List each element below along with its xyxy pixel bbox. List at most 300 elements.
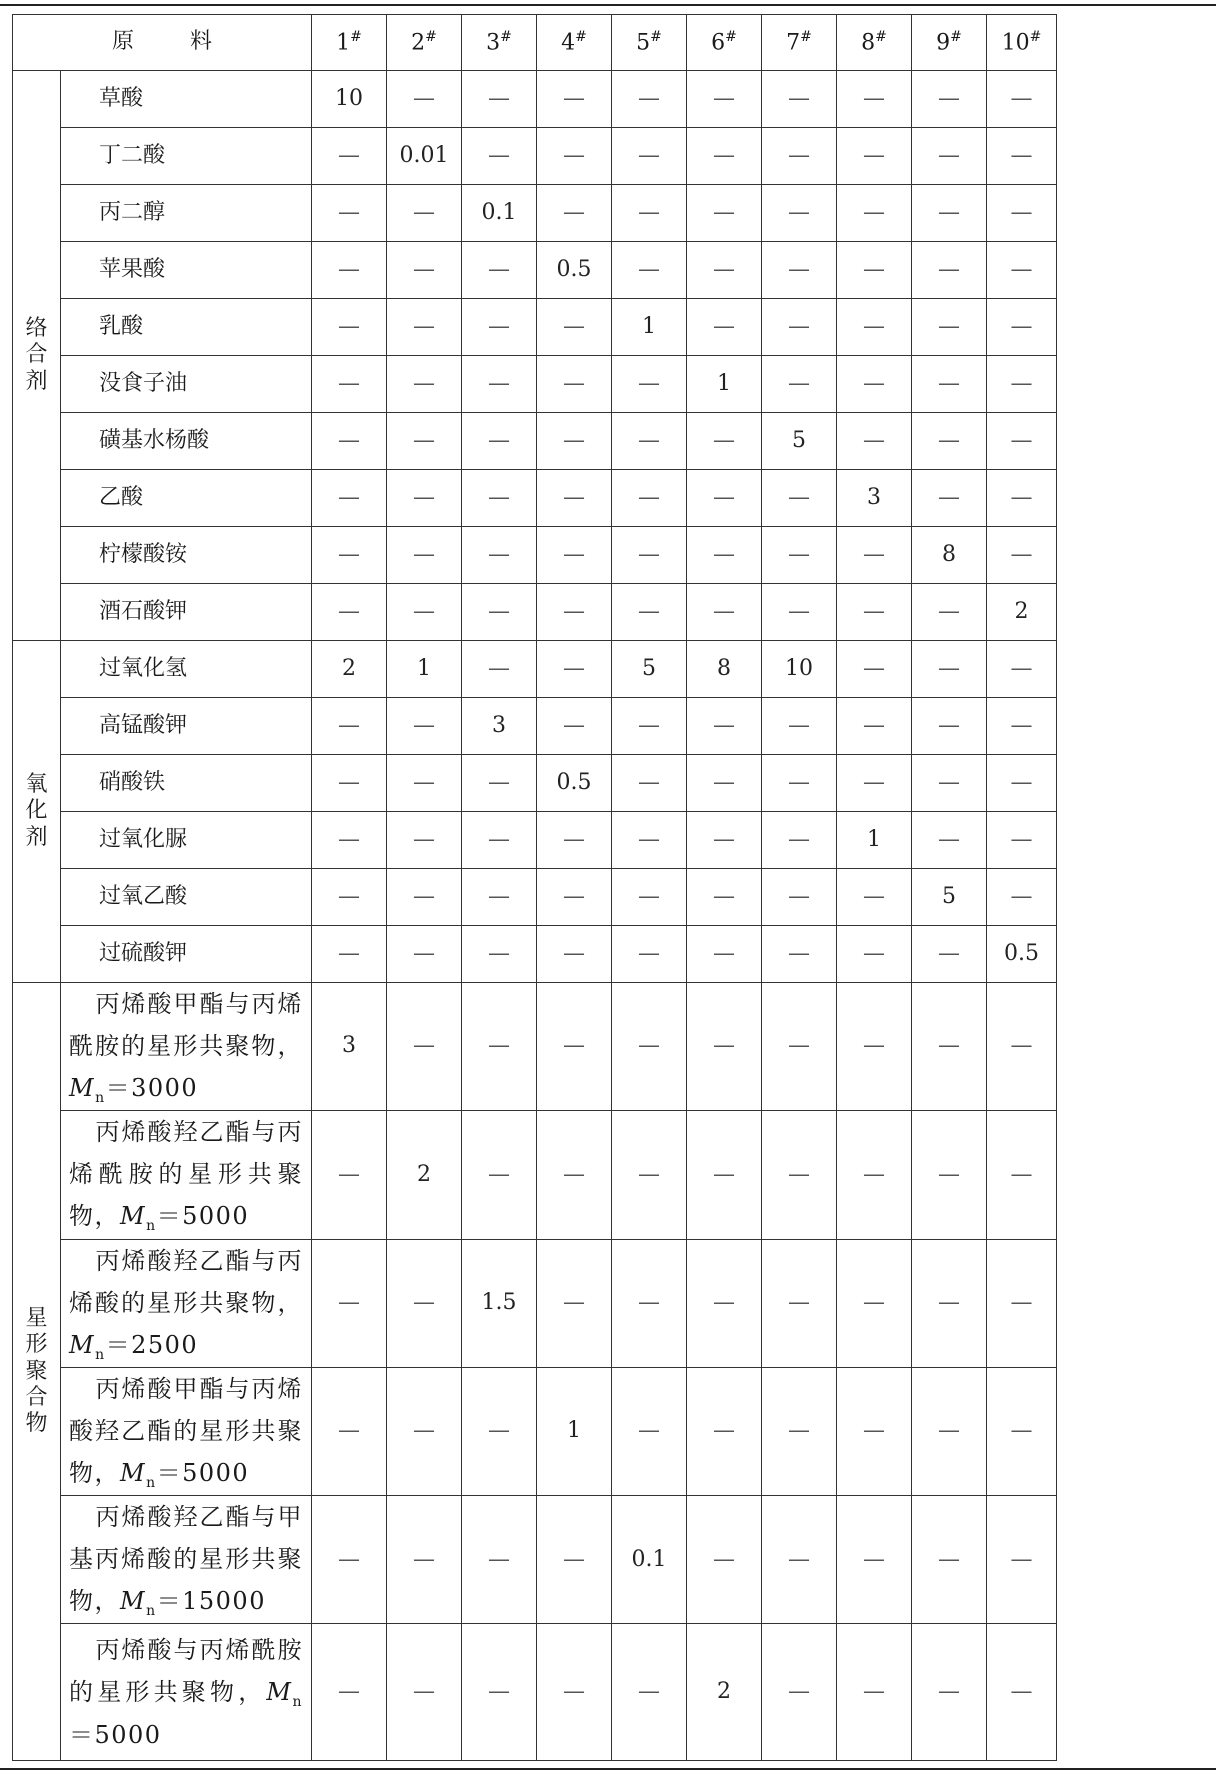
value-cell: — — [987, 413, 1057, 470]
value-cell: — — [762, 185, 837, 242]
header-col-5: 5# — [612, 15, 687, 71]
header-col-8: 8# — [837, 15, 912, 71]
value-cell: — — [687, 698, 762, 755]
value-cell: — — [762, 1367, 837, 1495]
value-cell: — — [687, 1111, 762, 1239]
value-cell: — — [312, 812, 387, 869]
mn-label: $M_n=$ — [120, 1587, 183, 1619]
table-row — [13, 755, 1057, 812]
material-name: 过氧化氢 — [61, 641, 312, 698]
value-cell: — — [912, 812, 987, 869]
value-cell: — — [537, 299, 612, 356]
value-cell: — — [912, 698, 987, 755]
value-cell: — — [387, 584, 462, 641]
table-row — [13, 527, 1057, 584]
value-cell: — — [837, 71, 912, 128]
value-cell: — — [387, 926, 462, 983]
value-cell: — — [987, 71, 1057, 128]
table-row — [13, 641, 1057, 698]
value-cell: 0.5 — [537, 242, 612, 299]
value-cell: — — [312, 1111, 387, 1239]
header-col-3: 3# — [462, 15, 537, 71]
value-cell: 2 — [387, 1111, 462, 1239]
material-name-text: 丙烯酸羟乙酯与丙烯酸的星形共聚物， — [69, 1246, 303, 1317]
value-cell: — — [837, 983, 912, 1111]
material-name — [61, 1624, 312, 1761]
value-cell: — — [987, 1624, 1057, 1761]
value-cell: — — [762, 1496, 837, 1624]
value-cell: — — [912, 755, 987, 812]
value-cell: — — [687, 470, 762, 527]
value-cell: — — [912, 1239, 987, 1367]
value-cell: — — [837, 128, 912, 185]
material-name: 酒石酸钾 — [61, 584, 312, 641]
table-row — [13, 185, 1057, 242]
value-cell: — — [762, 356, 837, 413]
value-cell: — — [312, 527, 387, 584]
value-cell: — — [987, 812, 1057, 869]
value-cell: — — [912, 926, 987, 983]
table-row — [13, 413, 1057, 470]
material-name-text: 丙烯酸甲酯与丙烯酰胺的星形共聚物， — [69, 990, 303, 1060]
value-cell: — — [462, 584, 537, 641]
value-cell: — — [762, 983, 837, 1111]
value-cell: — — [312, 1367, 387, 1495]
value-cell: — — [462, 356, 537, 413]
value-cell: — — [462, 242, 537, 299]
value-cell: — — [387, 1496, 462, 1624]
value-cell: — — [837, 1111, 912, 1239]
value-cell: 5 — [912, 869, 987, 926]
material-name: 没食子油 — [61, 356, 312, 413]
value-cell: — — [612, 698, 687, 755]
value-cell: — — [912, 356, 987, 413]
value-cell: 1.5 — [462, 1239, 537, 1367]
value-cell: — — [912, 413, 987, 470]
value-cell: — — [387, 470, 462, 527]
value-cell: 1 — [837, 812, 912, 869]
value-cell: — — [612, 869, 687, 926]
value-cell: — — [387, 413, 462, 470]
group-label-text: 络合剂 — [25, 315, 48, 394]
value-cell: — — [837, 755, 912, 812]
material-name: 苹果酸 — [61, 242, 312, 299]
value-cell: — — [612, 926, 687, 983]
value-cell: — — [762, 584, 837, 641]
value-cell: 8 — [912, 527, 987, 584]
mn-value: 2500 — [131, 1330, 199, 1359]
value-cell: — — [312, 1239, 387, 1367]
value-cell: 1 — [687, 356, 762, 413]
table-row — [13, 1624, 1057, 1761]
value-cell: — — [537, 1239, 612, 1367]
value-cell: — — [762, 470, 837, 527]
value-cell: — — [537, 356, 612, 413]
table-row — [13, 1239, 1057, 1367]
value-cell: — — [387, 185, 462, 242]
mn-value: 5000 — [182, 1458, 250, 1487]
header-row — [13, 15, 1057, 71]
value-cell: — — [537, 869, 612, 926]
value-cell: — — [312, 128, 387, 185]
value-cell: — — [912, 299, 987, 356]
table-row — [13, 584, 1057, 641]
material-name-text: 丙烯酸羟乙酯与丙烯酰胺的星形共聚物， — [69, 1118, 303, 1231]
value-cell: — — [762, 242, 837, 299]
value-cell: — — [462, 470, 537, 527]
value-cell: — — [312, 185, 387, 242]
value-cell: — — [837, 698, 912, 755]
material-name — [61, 1367, 312, 1495]
value-cell: — — [462, 983, 537, 1111]
value-cell: — — [762, 926, 837, 983]
value-cell: — — [687, 755, 762, 812]
value-cell: — — [987, 356, 1057, 413]
value-cell: — — [387, 983, 462, 1111]
header-col-9: 9# — [912, 15, 987, 71]
value-cell: — — [687, 1239, 762, 1367]
value-cell: 2 — [987, 584, 1057, 641]
value-cell: — — [912, 1496, 987, 1624]
header-col-4: 4# — [537, 15, 612, 71]
value-cell: — — [312, 698, 387, 755]
value-cell: — — [762, 1111, 837, 1239]
value-cell: 5 — [762, 413, 837, 470]
value-cell: 5 — [612, 641, 687, 698]
value-cell: 0.5 — [537, 755, 612, 812]
value-cell: — — [462, 1496, 537, 1624]
value-cell: — — [912, 128, 987, 185]
value-cell: — — [462, 812, 537, 869]
value-cell: — — [462, 869, 537, 926]
value-cell: — — [612, 185, 687, 242]
value-cell: — — [837, 1239, 912, 1367]
value-cell: — — [387, 812, 462, 869]
value-cell: 1 — [537, 1367, 612, 1495]
value-cell: — — [687, 869, 762, 926]
value-cell: — — [987, 1367, 1057, 1495]
header-material-label — [13, 15, 312, 71]
value-cell: — — [387, 242, 462, 299]
mn-label: $M_n=$ — [120, 1458, 183, 1491]
value-cell: — — [312, 869, 387, 926]
value-cell: — — [537, 698, 612, 755]
material-name: 过氧化脲 — [61, 812, 312, 869]
value-cell: — — [837, 185, 912, 242]
value-cell: — — [612, 983, 687, 1111]
value-cell: — — [912, 1624, 987, 1761]
value-cell: — — [687, 926, 762, 983]
table-row — [13, 1111, 1057, 1239]
value-cell: — — [387, 869, 462, 926]
value-cell: — — [837, 527, 912, 584]
value-cell: — — [687, 128, 762, 185]
table-row — [13, 299, 1057, 356]
group-label — [13, 71, 61, 641]
table-row — [13, 128, 1057, 185]
value-cell: — — [462, 1624, 537, 1761]
value-cell: — — [612, 71, 687, 128]
value-cell: — — [312, 1624, 387, 1761]
material-name-text: 丙烯酸与丙烯酰胺的星形共聚物， — [69, 1635, 303, 1706]
table-row — [13, 698, 1057, 755]
table-row — [13, 983, 1057, 1111]
value-cell: — — [387, 698, 462, 755]
value-cell: — — [762, 527, 837, 584]
header-label-a: 原 — [111, 29, 134, 55]
value-cell: — — [912, 641, 987, 698]
mn-value: 5000 — [182, 1202, 250, 1231]
table-row — [13, 470, 1057, 527]
value-cell: — — [987, 641, 1057, 698]
value-cell: — — [987, 242, 1057, 299]
value-cell: — — [762, 698, 837, 755]
value-cell: — — [837, 584, 912, 641]
material-name — [61, 1496, 312, 1624]
table-row — [13, 71, 1057, 128]
value-cell: — — [462, 1111, 537, 1239]
value-cell: 0.5 — [987, 926, 1057, 983]
value-cell: — — [537, 71, 612, 128]
top-rule — [0, 4, 1216, 6]
value-cell: — — [687, 584, 762, 641]
table-row — [13, 242, 1057, 299]
value-cell: — — [837, 1367, 912, 1495]
material-name — [61, 1239, 312, 1367]
value-cell: — — [612, 584, 687, 641]
value-cell: — — [312, 413, 387, 470]
value-cell: — — [387, 71, 462, 128]
value-cell: — — [537, 1111, 612, 1239]
value-cell: — — [987, 185, 1057, 242]
value-cell: — — [687, 983, 762, 1111]
value-cell: — — [687, 299, 762, 356]
material-name: 过氧乙酸 — [61, 869, 312, 926]
value-cell: — — [387, 1239, 462, 1367]
value-cell: 1 — [387, 641, 462, 698]
value-cell: — — [612, 356, 687, 413]
value-cell: 2 — [687, 1624, 762, 1761]
value-cell: — — [612, 527, 687, 584]
material-name: 硝酸铁 — [61, 755, 312, 812]
material-name: 乙酸 — [61, 470, 312, 527]
value-cell: 2 — [312, 641, 387, 698]
value-cell: — — [312, 584, 387, 641]
value-cell: — — [612, 755, 687, 812]
value-cell: — — [837, 869, 912, 926]
value-cell: — — [537, 812, 612, 869]
material-name: 过硫酸钾 — [61, 926, 312, 983]
value-cell: — — [462, 755, 537, 812]
mn-value: 5000 — [94, 1721, 162, 1750]
material-name: 柠檬酸铵 — [61, 527, 312, 584]
value-cell: — — [912, 1367, 987, 1495]
value-cell: 3 — [312, 983, 387, 1111]
value-cell: — — [462, 413, 537, 470]
value-cell: — — [537, 527, 612, 584]
value-cell: — — [612, 413, 687, 470]
table-row — [13, 356, 1057, 413]
value-cell: — — [537, 470, 612, 527]
value-cell: — — [312, 470, 387, 527]
material-name-text: 丙烯酸甲酯与丙烯酸羟乙酯的星形共聚物， — [69, 1374, 303, 1487]
value-cell: — — [837, 926, 912, 983]
mn-label: $M_n=$ — [69, 1330, 132, 1363]
value-cell: — — [762, 299, 837, 356]
value-cell: — — [762, 869, 837, 926]
value-cell: — — [912, 185, 987, 242]
value-cell: — — [687, 71, 762, 128]
value-cell: — — [837, 641, 912, 698]
value-cell: — — [612, 1111, 687, 1239]
material-name: 高锰酸钾 — [61, 698, 312, 755]
value-cell: — — [537, 983, 612, 1111]
value-cell: — — [312, 356, 387, 413]
value-cell: 1 — [612, 299, 687, 356]
value-cell: — — [912, 983, 987, 1111]
value-cell: — — [912, 584, 987, 641]
value-cell: — — [687, 413, 762, 470]
value-cell: — — [687, 185, 762, 242]
value-cell: — — [462, 299, 537, 356]
value-cell: — — [837, 356, 912, 413]
value-cell: — — [687, 1496, 762, 1624]
header-col-10: 10# — [987, 15, 1057, 71]
value-cell: — — [612, 128, 687, 185]
value-cell: — — [687, 812, 762, 869]
value-cell: 0.1 — [612, 1496, 687, 1624]
value-cell: — — [537, 128, 612, 185]
value-cell: — — [537, 413, 612, 470]
value-cell: — — [537, 185, 612, 242]
value-cell: — — [987, 1239, 1057, 1367]
value-cell: — — [612, 812, 687, 869]
value-cell: 10 — [762, 641, 837, 698]
value-cell: 0.1 — [462, 185, 537, 242]
value-cell: — — [987, 1111, 1057, 1239]
value-cell: — — [537, 926, 612, 983]
value-cell: — — [762, 755, 837, 812]
value-cell: — — [987, 698, 1057, 755]
material-name: 丙二醇 — [61, 185, 312, 242]
value-cell: — — [537, 584, 612, 641]
material-name — [61, 1111, 312, 1239]
header-col-7: 7# — [762, 15, 837, 71]
group-label-text: 星形聚合物 — [25, 1305, 48, 1437]
value-cell: — — [387, 1367, 462, 1495]
value-cell: — — [987, 1496, 1057, 1624]
value-cell: — — [387, 527, 462, 584]
group-label — [13, 983, 61, 1761]
value-cell: 10 — [312, 71, 387, 128]
bottom-rule — [0, 1768, 1216, 1770]
value-cell: 3 — [837, 470, 912, 527]
value-cell: — — [312, 926, 387, 983]
value-cell: — — [762, 812, 837, 869]
header-label-b: 料 — [190, 29, 213, 55]
value-cell: — — [687, 242, 762, 299]
mn-value: 3000 — [131, 1074, 199, 1102]
value-cell: — — [987, 527, 1057, 584]
value-cell: — — [912, 71, 987, 128]
value-cell: — — [837, 413, 912, 470]
value-cell: — — [687, 527, 762, 584]
value-cell: — — [837, 1624, 912, 1761]
value-cell: — — [987, 299, 1057, 356]
value-cell: — — [462, 926, 537, 983]
value-cell: — — [312, 242, 387, 299]
mn-label: $M_n=$ — [69, 1074, 132, 1106]
value-cell: 8 — [687, 641, 762, 698]
value-cell: — — [537, 1496, 612, 1624]
table-row — [13, 1496, 1057, 1624]
value-cell: — — [462, 128, 537, 185]
value-cell: — — [912, 470, 987, 527]
value-cell: — — [687, 1367, 762, 1495]
table-row — [13, 812, 1057, 869]
value-cell: — — [462, 641, 537, 698]
table-row — [13, 926, 1057, 983]
value-cell: — — [912, 1111, 987, 1239]
value-cell: — — [612, 1239, 687, 1367]
value-cell: — — [312, 1496, 387, 1624]
value-cell: — — [462, 1367, 537, 1495]
material-name: 丁二酸 — [61, 128, 312, 185]
header-col-6: 6# — [687, 15, 762, 71]
value-cell: — — [987, 128, 1057, 185]
value-cell: — — [987, 470, 1057, 527]
value-cell: — — [837, 1496, 912, 1624]
value-cell: — — [387, 356, 462, 413]
header-col-1: 1# — [312, 15, 387, 71]
value-cell: — — [987, 869, 1057, 926]
material-name — [61, 983, 312, 1111]
value-cell: — — [537, 1624, 612, 1761]
table-row — [13, 1367, 1057, 1495]
value-cell: — — [387, 299, 462, 356]
value-cell: — — [312, 299, 387, 356]
value-cell: — — [387, 755, 462, 812]
value-cell: — — [462, 71, 537, 128]
value-cell: — — [912, 242, 987, 299]
value-cell: — — [462, 527, 537, 584]
table-row — [13, 869, 1057, 926]
value-cell: — — [987, 983, 1057, 1111]
value-cell: — — [762, 1239, 837, 1367]
mn-value: 15000 — [182, 1587, 266, 1616]
formulation-table — [12, 14, 1057, 1761]
value-cell: — — [612, 1624, 687, 1761]
value-cell: — — [762, 128, 837, 185]
value-cell: — — [762, 71, 837, 128]
value-cell: — — [612, 470, 687, 527]
value-cell: — — [837, 299, 912, 356]
value-cell: — — [987, 755, 1057, 812]
value-cell: 3 — [462, 698, 537, 755]
group-label — [13, 641, 61, 983]
value-cell: — — [612, 1367, 687, 1495]
header-col-2: 2# — [387, 15, 462, 71]
value-cell: — — [387, 1624, 462, 1761]
mn-label: $M_n=$ — [120, 1202, 183, 1235]
value-cell: — — [612, 242, 687, 299]
material-name: 草酸 — [61, 71, 312, 128]
value-cell: — — [537, 641, 612, 698]
value-cell: — — [837, 242, 912, 299]
material-name: 磺基水杨酸 — [61, 413, 312, 470]
mn-label: $M_n=$ — [69, 1677, 303, 1750]
material-name-text: 丙烯酸羟乙酯与甲基丙烯酸的星形共聚物， — [69, 1503, 303, 1616]
